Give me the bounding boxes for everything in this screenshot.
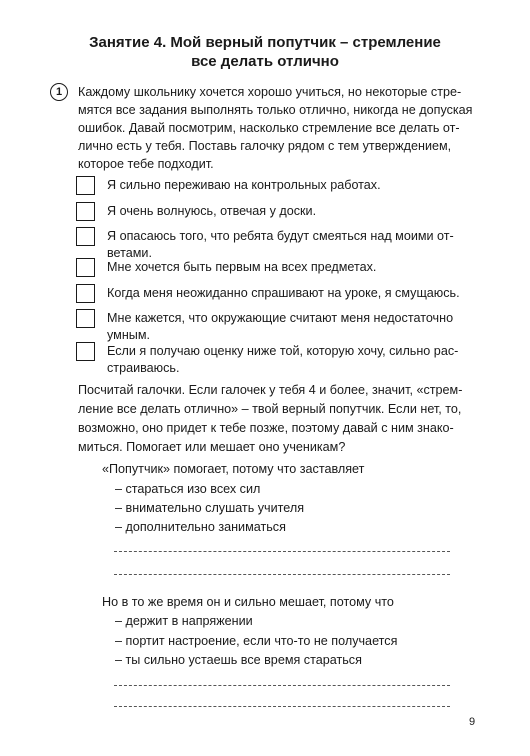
statement-text: Я опасаюсь того, что ребята будут смеяться над моими от-ветами. [107, 229, 454, 260]
statement-text: Я очень волнуюсь, отвечая у доски. [107, 204, 317, 218]
statement-text: Я сильно переживаю на контрольных работах. [107, 178, 381, 192]
count-instructions: Посчитай галочки. Если галочек у тебя 4 и более, значит, «стрем-ление все делать отлично» – твой верный попутчик. Если нет, то, возможно, оно придет к тебе позже, поэтому давай с ним знако-миться. Помогает или мешает оно ученикам? [78, 383, 463, 454]
hinders-lead: Но в то же время он и сильно мешает, потому что [102, 595, 394, 609]
task-intro-text: Каждому школьнику хочется хорошо учиться, но некоторые стре-мятся все задания выполнять только отлично, никогда не допуская ошибок. Давай посмотрим, насколько стремление все делать от-лично есть у тебя. Поставь галочку рядом с тем утверждением, которое тебе подходит. [78, 85, 473, 171]
helps-lead: «Попутчик» помогает, потому что заставляет [102, 462, 365, 476]
statement-checkbox[interactable] [76, 258, 95, 277]
task-number-badge: 1 [50, 83, 68, 101]
helps-item: – дополнительно заниматься [115, 520, 286, 534]
statement-text: Когда меня неожиданно спрашивают на уроке, я смущаюсь. [107, 286, 460, 300]
answer-line[interactable] [114, 574, 450, 575]
statement-checkbox[interactable] [76, 227, 95, 246]
hinders-item: – портит настроение, если что-то не получается [115, 634, 398, 648]
statement-checkbox[interactable] [76, 202, 95, 221]
page-number: 9 [469, 716, 476, 728]
answer-line[interactable] [114, 685, 450, 686]
statement-text: Мне кажется, что окружающие считают меня недостаточно умным. [107, 311, 454, 342]
statement-text: Если я получаю оценку ниже той, которую хочу, сильно рас-страиваюсь. [107, 344, 459, 375]
lesson-title [0, 33, 530, 71]
statement-checkbox[interactable] [76, 284, 95, 303]
statement-text: Мне хочется быть первым на всех предметах. [107, 260, 377, 274]
answer-line[interactable] [114, 551, 450, 552]
hinders-item: – держит в напряжении [115, 614, 253, 628]
statement-checkbox[interactable] [76, 342, 95, 361]
statement-checkbox[interactable] [76, 176, 95, 195]
statement-checkbox[interactable] [76, 309, 95, 328]
helps-item: – внимательно слушать учителя [115, 501, 305, 515]
lesson-title-line1: Занятие 4. Мой верный попутчик – стремление [89, 34, 441, 51]
lesson-title-line2: все делать отлично [191, 53, 339, 70]
hinders-item: – ты сильно устаешь все время стараться [115, 653, 362, 667]
answer-line[interactable] [114, 706, 450, 707]
helps-item: – стараться изо всех сил [115, 482, 261, 496]
